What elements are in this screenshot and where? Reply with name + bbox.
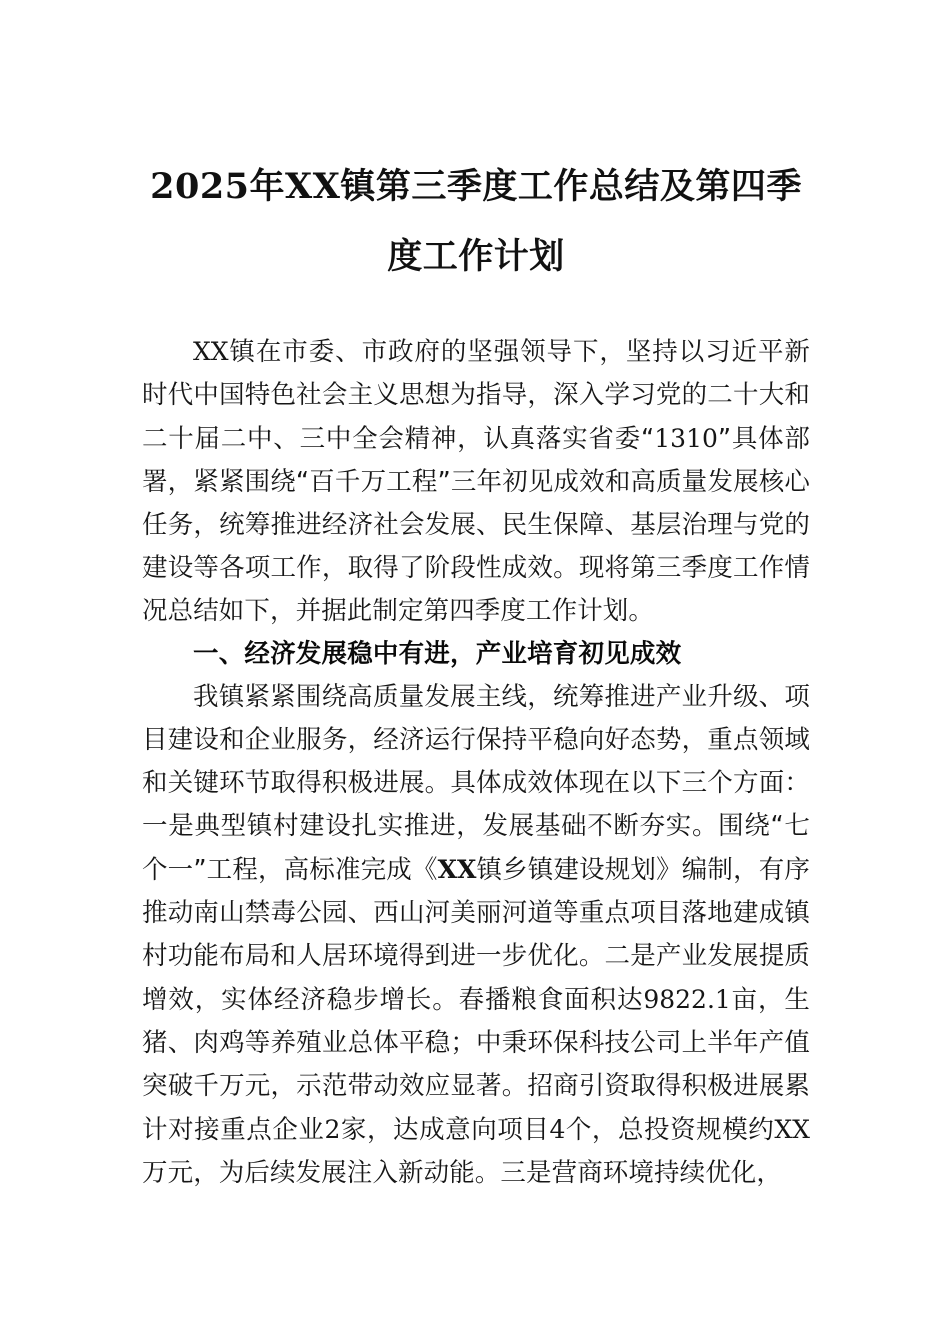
document-text-column — [142, 0, 810, 1195]
section-heading-1: 一、经济发展稳中有进，产业培育初见成效 — [193, 639, 682, 669]
intro-paragraph: XX镇在市委、市政府的坚强领导下，坚持以习近平新时代中国特色社会主义思想为指导，深入学习党的二十大和二十届二中、三中全会精神，认真落实省委“1310”具体部署，紧紧围绕“百千万工程”三年初见成效和高质量发展核心任务，统筹推进经济社会发展、民生保障、基层治理与党的建设等各项工作，取得了阶段性成效。现将第三季度工作情况总结如下，并据此制定第四季度工作计划。 — [142, 337, 810, 626]
latin-run: 1310 — [654, 424, 718, 453]
title-top-spacer — [142, 0, 810, 152]
page-title-line-2: 度工作计划 — [387, 236, 565, 277]
latin-run-bold: XX — [437, 855, 477, 884]
section-1-body: 我镇紧紧围绕高质量发展主线，统筹推进产业升级、项目建设和企业服务，经济运行保持平稳向好态势，重点领域和关键环节取得积极进展。具体成效体现在以下三个方面：一是典型镇村建设扎实推进，发展基础不断夯实。围绕“七个一”工程，高标准完成《XX镇乡镇建设规划》编制，有序推动南山禁毒公园、西山河美丽河道等重点项目落地建成镇村功能布局和人居环境得到进一步优化。二是产业发展提质增效，实体经济稳步增长。春播粮食面积达9822.1亩，生猪、肉鸡等养殖业总体平稳；中秉环保科技公司上半年产值突破千万元，示范带动效应显著。招商引资取得积极进展累计对接重点企业2家，达成意向项目4个，总投资规模约XX万元，为后续发展注入新动能。三是营商环境持续优化， — [142, 682, 810, 1188]
latin-run: XX — [193, 337, 229, 366]
latin-run: XX — [774, 1115, 810, 1144]
latin-run: 9822.1 — [643, 985, 731, 1014]
title-bottom-spacer — [142, 292, 810, 330]
latin-run: 2 — [324, 1115, 341, 1144]
page-title — [142, 152, 810, 292]
page-title-line-1: 2025年XX镇第三季度工作总结及第四季 — [150, 166, 802, 207]
latin-run: 4 — [549, 1115, 566, 1144]
